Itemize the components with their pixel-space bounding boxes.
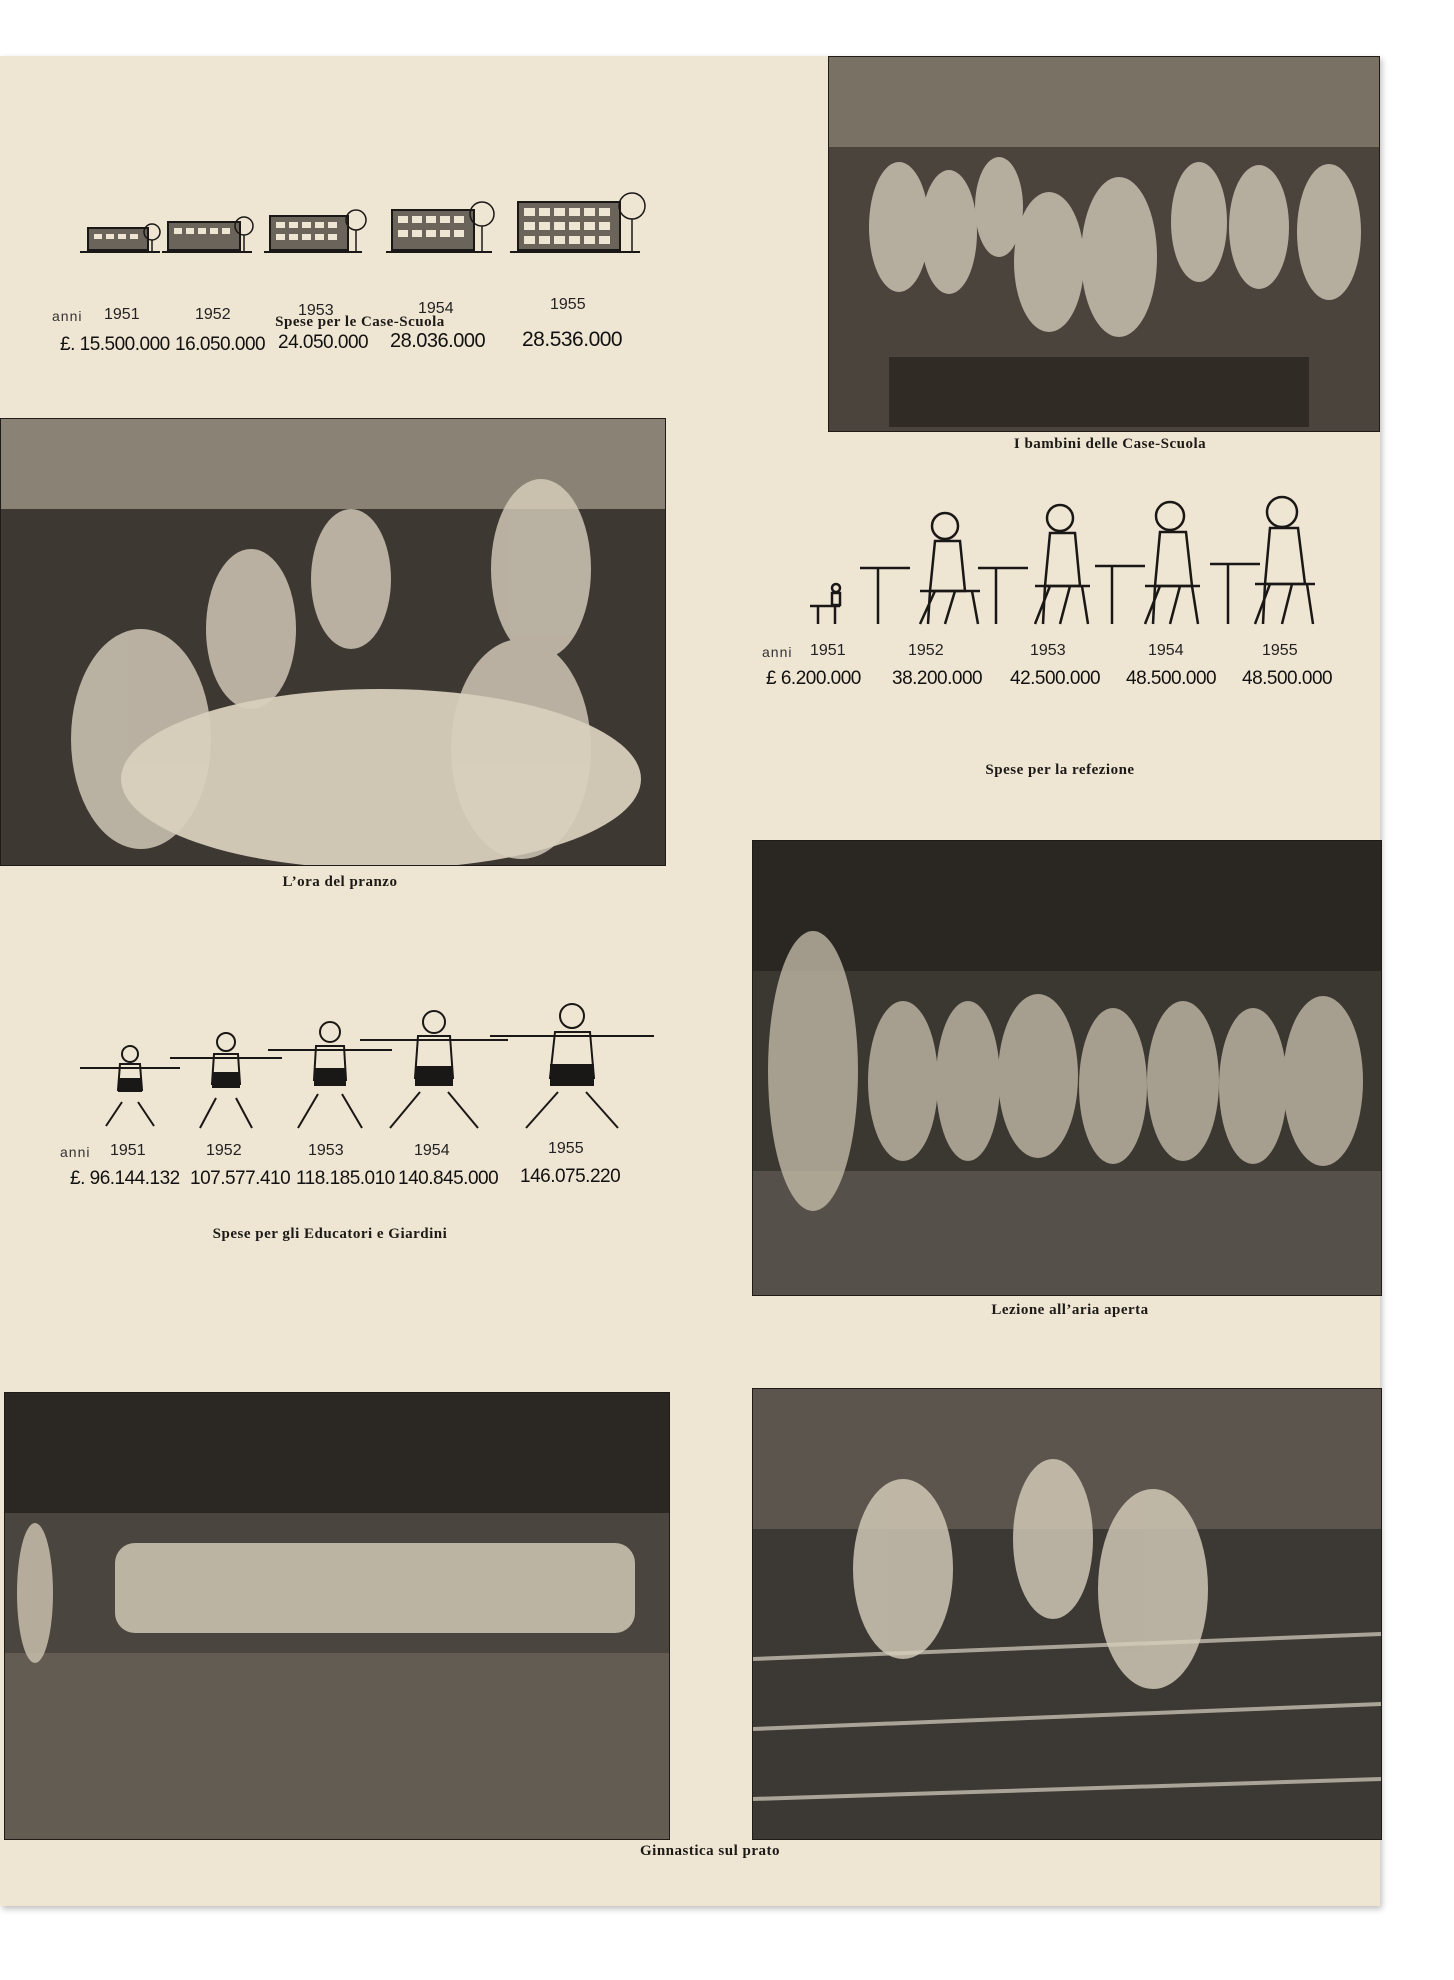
lunch-scene-image bbox=[1, 419, 665, 865]
educatori-infographic bbox=[50, 986, 670, 1256]
year-label: 1952 bbox=[195, 306, 231, 323]
amount-value: £. 15.500.000 bbox=[60, 334, 170, 355]
anni-label: anni bbox=[52, 308, 83, 324]
amount-value: 48.500.000 bbox=[1242, 668, 1333, 689]
amount-value: £. 96.144.132 bbox=[70, 1168, 180, 1189]
year-label: 1954 bbox=[418, 300, 454, 317]
refezione-infographic bbox=[760, 486, 1360, 726]
amount-value: 48.500.000 bbox=[1126, 668, 1217, 689]
amount-value: 16.050.000 bbox=[175, 334, 266, 355]
bambini-photo bbox=[828, 56, 1380, 432]
lawn-gymnastics-image bbox=[5, 1393, 669, 1839]
year-label: 1952 bbox=[908, 642, 944, 659]
amount-value: 146.075.220 bbox=[520, 1166, 621, 1187]
year-label: 1953 bbox=[308, 1142, 344, 1159]
year-label: 1951 bbox=[104, 306, 140, 323]
amount-value: 24.050.000 bbox=[278, 332, 369, 353]
year-label: 1951 bbox=[110, 1142, 146, 1159]
lezione-caption: Lezione all’aria aperta bbox=[991, 1302, 1149, 1318]
educatori-caption: Spese per gli Educatori e Giardini bbox=[212, 1226, 448, 1242]
ginnastica-photo bbox=[4, 1392, 670, 1840]
amount-value: 107.577.410 bbox=[190, 1168, 291, 1189]
gymnast-figures-icon bbox=[50, 986, 670, 1136]
anni-label: anni bbox=[762, 644, 793, 660]
lezione-photo bbox=[752, 840, 1382, 1296]
amount-value: 38.200.000 bbox=[892, 668, 983, 689]
seated-children-icon bbox=[760, 486, 1360, 636]
ginnastica-caption: Ginnastica sul prato bbox=[639, 1843, 781, 1859]
amount-value: £ 6.200.000 bbox=[766, 668, 861, 689]
case-scuola-caption: Spese per le Case-Scuola bbox=[275, 314, 445, 330]
bambini-caption: I bambini delle Case-Scuola bbox=[1013, 436, 1207, 452]
outdoor-lesson-image bbox=[753, 841, 1381, 1295]
year-label: 1955 bbox=[1262, 642, 1298, 659]
year-label: 1954 bbox=[1148, 642, 1184, 659]
amount-value: 28.536.000 bbox=[522, 328, 623, 351]
year-label: 1951 bbox=[810, 642, 846, 659]
amount-value: 42.500.000 bbox=[1010, 668, 1101, 689]
amount-value: 140.845.000 bbox=[398, 1168, 499, 1189]
magazine-page bbox=[0, 56, 1380, 1906]
running-photo bbox=[752, 1388, 1382, 1840]
year-label: 1954 bbox=[414, 1142, 450, 1159]
pranzo-photo bbox=[0, 418, 666, 866]
amount-value: 28.036.000 bbox=[390, 330, 486, 352]
running-race-image bbox=[753, 1389, 1381, 1839]
year-label: 1955 bbox=[548, 1140, 584, 1157]
year-label: 1955 bbox=[550, 296, 586, 313]
year-label: 1953 bbox=[1030, 642, 1066, 659]
pranzo-caption: L’ora del pranzo bbox=[282, 874, 398, 890]
year-label: 1952 bbox=[206, 1142, 242, 1159]
year-label: 1953 bbox=[298, 302, 334, 319]
amount-value: 118.185.010 bbox=[296, 1168, 395, 1189]
children-standing-image bbox=[829, 57, 1379, 431]
case-scuola-infographic bbox=[40, 156, 680, 396]
school-buildings-icon bbox=[40, 176, 680, 266]
anni-label: anni bbox=[60, 1144, 91, 1160]
refezione-caption: Spese per la refezione bbox=[985, 762, 1135, 778]
